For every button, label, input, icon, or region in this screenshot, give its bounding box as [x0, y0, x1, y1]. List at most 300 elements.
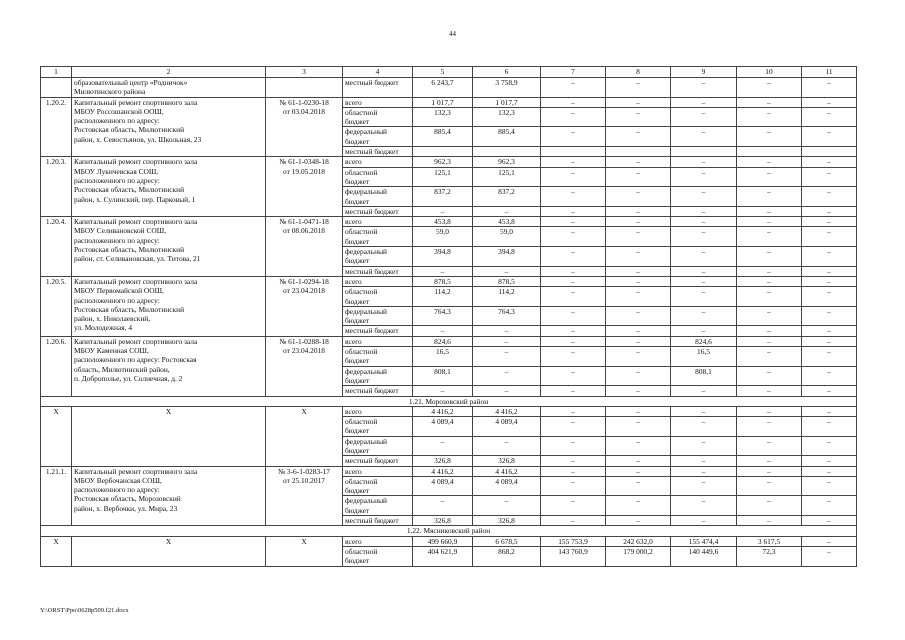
amount-cell: [802, 147, 857, 157]
amount-cell: 16,5: [413, 347, 473, 367]
permit-line: X: [301, 406, 307, 416]
amount-cell: –: [737, 496, 802, 516]
table-row: [41, 97, 857, 107]
amount-cell: –: [737, 476, 802, 496]
amount-cell: –: [671, 456, 737, 466]
funding-source-line: областной: [345, 417, 378, 427]
amount-cell: 837,2: [413, 187, 473, 207]
funding-source: [343, 406, 413, 416]
amount-cell: –: [802, 157, 857, 167]
amount-cell: 4 089,4: [413, 476, 473, 496]
funding-source-line: областной: [345, 167, 378, 177]
amount-cell: –: [737, 436, 802, 456]
amount-cell: –: [671, 157, 737, 167]
amount-cell: [671, 147, 737, 157]
funding-source-line: бюджет: [345, 486, 370, 496]
funding-source: [343, 167, 413, 187]
description-line: Капитальный ремонт спортивного зала: [74, 157, 198, 167]
amount-cell: 155 474,4: [671, 536, 737, 546]
page-number: 44: [449, 30, 456, 38]
amount-cell: –: [737, 366, 802, 386]
amount-cell: –: [606, 167, 671, 187]
amount-cell: 326,8: [473, 456, 541, 466]
amount-cell: –: [606, 217, 671, 227]
amount-cell: 4 416,2: [473, 466, 541, 476]
amount-cell: 878,5: [413, 276, 473, 286]
amount-cell: 1 017,7: [413, 97, 473, 107]
description-line: Ростовская область, Милютинский: [74, 125, 185, 135]
funding-source-line: всего: [345, 536, 362, 546]
amount-cell: –: [606, 97, 671, 107]
funding-source-line: бюджет: [345, 136, 370, 146]
section-row: [41, 396, 857, 406]
amount-cell: –: [737, 127, 802, 147]
amount-cell: –: [802, 436, 857, 456]
object-description: [72, 78, 266, 98]
amount-cell: 824,6: [671, 336, 737, 346]
amount-cell: –: [541, 266, 606, 276]
amount-cell: 4 089,4: [473, 476, 541, 496]
amount-cell: –: [541, 217, 606, 227]
amount-cell: –: [802, 227, 857, 247]
amount-cell: –: [606, 466, 671, 476]
item-number: 1.20.5.: [41, 276, 72, 336]
funding-source: [343, 217, 413, 227]
funding-source: [343, 107, 413, 127]
funding-source: [343, 147, 413, 157]
funding-source: [343, 546, 413, 566]
amount-cell: –: [671, 276, 737, 286]
amount-cell: –: [802, 536, 857, 546]
amount-cell: –: [737, 306, 802, 326]
amount-cell: –: [473, 326, 541, 336]
amount-cell: –: [737, 466, 802, 476]
description-line: район, х. Севостьянов, ул. Школьная, 23: [74, 134, 202, 144]
funding-source: [343, 516, 413, 526]
amount-cell: –: [671, 107, 737, 127]
description-line: Капитальный ремонт спортивного зала: [74, 336, 198, 346]
amount-cell: –: [802, 217, 857, 227]
amount-cell: –: [541, 206, 606, 216]
amount-cell: –: [541, 476, 606, 496]
funding-source: [343, 336, 413, 346]
description-line: район, х. Вербочки, ул. Мира, 23: [74, 503, 178, 513]
amount-cell: –: [541, 306, 606, 326]
permit-line: X: [301, 536, 307, 546]
amount-cell: –: [606, 326, 671, 336]
amount-cell: 3 617,5: [737, 536, 802, 546]
amount-cell: 6 678,5: [473, 536, 541, 546]
description-line: МБОУ Россошанской ООШ,: [74, 106, 164, 116]
amount-cell: –: [541, 326, 606, 336]
amount-cell: –: [541, 436, 606, 456]
description-line: Капитальный ремонт спортивного зала: [74, 97, 198, 107]
amount-cell: –: [541, 466, 606, 476]
amount-cell: –: [802, 347, 857, 367]
amount-cell: –: [606, 476, 671, 496]
funding-source-line: федеральный: [345, 127, 387, 137]
amount-cell: 132,3: [413, 107, 473, 127]
amount-cell: –: [541, 247, 606, 267]
permit-line: № 61-1-0288-18: [279, 336, 329, 346]
amount-cell: –: [413, 496, 473, 516]
amount-cell: 4 416,2: [413, 466, 473, 476]
amount-cell: –: [541, 127, 606, 147]
amount-cell: 764,3: [413, 306, 473, 326]
amount-cell: 72,3: [737, 546, 802, 566]
amount-cell: 962,3: [473, 157, 541, 167]
amount-cell: –: [541, 276, 606, 286]
amount-cell: –: [606, 157, 671, 167]
amount-cell: –: [413, 266, 473, 276]
amount-cell: 179 000,2: [606, 546, 671, 566]
amount-cell: 326,8: [473, 516, 541, 526]
funding-source: [343, 466, 413, 476]
amount-cell: [473, 147, 541, 157]
budget-table: [40, 66, 857, 567]
amount-cell: –: [671, 476, 737, 496]
description-line: МБОУ Первомайской ООШ,: [74, 286, 164, 296]
amount-cell: –: [671, 496, 737, 516]
amount-cell: –: [802, 496, 857, 516]
amount-cell: –: [802, 336, 857, 346]
amount-cell: –: [541, 157, 606, 167]
amount-cell: –: [473, 496, 541, 516]
description-line: расположенного по адресу: Ростовская: [74, 355, 197, 365]
amount-cell: 394,8: [473, 247, 541, 267]
amount-cell: –: [541, 347, 606, 367]
funding-source-line: местный бюджет: [345, 456, 399, 466]
amount-cell: –: [671, 217, 737, 227]
funding-source: [343, 347, 413, 367]
item-number: 1.20.6.: [41, 336, 72, 396]
funding-source-line: областной: [345, 347, 378, 357]
column-header: 6: [473, 67, 541, 78]
description-line: расположенного по адресу:: [74, 485, 160, 495]
amount-cell: –: [737, 247, 802, 267]
amount-cell: –: [802, 476, 857, 496]
permit-line: от 19.05.2018: [283, 166, 325, 176]
funding-source-line: местный бюджет: [345, 147, 399, 157]
amount-cell: –: [737, 326, 802, 336]
amount-cell: –: [737, 167, 802, 187]
amount-cell: –: [671, 466, 737, 476]
amount-cell: –: [802, 516, 857, 526]
amount-cell: –: [541, 496, 606, 516]
amount-cell: –: [802, 266, 857, 276]
object-description: [72, 406, 266, 466]
amount-cell: –: [606, 306, 671, 326]
funding-source-line: местный бюджет: [345, 326, 399, 336]
amount-cell: 764,3: [473, 306, 541, 326]
amount-cell: –: [802, 326, 857, 336]
amount-cell: [606, 147, 671, 157]
amount-cell: –: [606, 287, 671, 307]
amount-cell: [737, 147, 802, 157]
amount-cell: –: [413, 206, 473, 216]
amount-cell: –: [413, 436, 473, 456]
amount-cell: –: [671, 227, 737, 247]
funding-source: [343, 306, 413, 326]
amount-cell: –: [671, 247, 737, 267]
amount-cell: –: [413, 326, 473, 336]
funding-source-line: федеральный: [345, 366, 387, 376]
funding-source-line: бюджет: [345, 356, 370, 366]
funding-source-line: местный бюджет: [345, 516, 399, 526]
funding-source-line: областной: [345, 287, 378, 297]
header-row: [41, 67, 857, 78]
funding-source-line: всего: [345, 217, 362, 227]
table-row: [41, 157, 857, 167]
amount-cell: –: [606, 107, 671, 127]
amount-cell: –: [737, 266, 802, 276]
funding-source-line: областной: [345, 476, 378, 486]
permit-line: № 3-6-1-0283-17: [277, 466, 330, 476]
amount-cell: 499 660,9: [413, 536, 473, 546]
amount-cell: –: [606, 406, 671, 416]
description-line: X: [165, 536, 172, 546]
amount-cell: –: [671, 97, 737, 107]
funding-source-line: бюджет: [345, 196, 370, 206]
funding-source: [343, 456, 413, 466]
amount-cell: –: [737, 206, 802, 216]
permit-info: [266, 78, 343, 98]
amount-cell: –: [737, 217, 802, 227]
amount-cell: –: [802, 167, 857, 187]
description-line: образовательный центр «Родничок»: [74, 78, 188, 87]
description-line: Капитальный ремонт спортивного зала: [74, 217, 198, 227]
amount-cell: –: [606, 78, 671, 98]
amount-cell: 885,4: [413, 127, 473, 147]
amount-cell: 808,1: [413, 366, 473, 386]
amount-cell: –: [541, 167, 606, 187]
column-header: 3: [266, 67, 343, 78]
funding-source: [343, 266, 413, 276]
amount-cell: –: [737, 276, 802, 286]
funding-source: [343, 97, 413, 107]
amount-cell: –: [541, 227, 606, 247]
amount-cell: –: [541, 107, 606, 127]
description-line: МБОУ Вербочанская СОШ,: [74, 475, 162, 485]
funding-source-line: федеральный: [345, 306, 387, 316]
amount-cell: –: [413, 386, 473, 396]
amount-cell: 125,1: [473, 167, 541, 187]
amount-cell: 326,8: [413, 516, 473, 526]
amount-cell: 453,8: [473, 217, 541, 227]
amount-cell: 114,2: [473, 287, 541, 307]
permit-info: [266, 217, 343, 277]
funding-source-line: всего: [345, 466, 362, 476]
amount-cell: –: [541, 386, 606, 396]
amount-cell: –: [671, 167, 737, 187]
amount-cell: –: [671, 436, 737, 456]
funding-source-line: бюджет: [345, 236, 370, 246]
amount-cell: –: [737, 516, 802, 526]
amount-cell: –: [541, 187, 606, 207]
amount-cell: 326,8: [413, 456, 473, 466]
amount-cell: 16,5: [671, 347, 737, 367]
amount-cell: –: [671, 78, 737, 98]
funding-source-line: всего: [345, 276, 362, 286]
description-line: МБОУ Лукичевская СОШ,: [74, 166, 159, 176]
object-description: [72, 157, 266, 217]
permit-info: [266, 336, 343, 396]
description-line: Капитальный ремонт спортивного зала: [74, 466, 198, 476]
description-line: ул. Молодежная, 4: [74, 323, 133, 333]
amount-cell: –: [737, 227, 802, 247]
item-number: 1.20.4.: [41, 217, 72, 277]
description-line: расположенного по адресу:: [74, 175, 160, 185]
amount-cell: –: [671, 386, 737, 396]
permit-info: [266, 536, 343, 566]
amount-cell: –: [606, 276, 671, 286]
item-number: 1.20.3.: [41, 157, 72, 217]
amount-cell: –: [473, 206, 541, 216]
table-row: [41, 406, 857, 416]
section-title: 1.22. Мясниковский район: [41, 526, 857, 536]
amount-cell: –: [671, 406, 737, 416]
amount-cell: –: [737, 78, 802, 98]
amount-cell: –: [737, 187, 802, 207]
amount-cell: –: [737, 347, 802, 367]
amount-cell: –: [606, 496, 671, 516]
table-row: [41, 217, 857, 227]
amount-cell: 394,8: [413, 247, 473, 267]
object-description: [72, 217, 266, 277]
funding-source: [343, 366, 413, 386]
object-description: [72, 466, 266, 526]
column-header: 10: [737, 67, 802, 78]
amount-cell: 140 449,6: [671, 546, 737, 566]
item-number: 1.20.2.: [41, 97, 72, 157]
amount-cell: –: [802, 247, 857, 267]
funding-source: [343, 417, 413, 437]
funding-source-line: бюджет: [345, 296, 370, 306]
description-line: область, Милютинский район,: [74, 364, 170, 374]
description-line: Милютинского района: [74, 87, 146, 97]
amount-cell: 962,3: [413, 157, 473, 167]
amount-cell: –: [606, 417, 671, 437]
funding-source-line: бюджет: [345, 556, 370, 566]
amount-cell: –: [473, 336, 541, 346]
funding-source: [343, 496, 413, 516]
column-header: 11: [802, 67, 857, 78]
amount-cell: –: [802, 276, 857, 286]
amount-cell: –: [802, 107, 857, 127]
funding-source-line: бюджет: [345, 256, 370, 266]
section-row: [41, 526, 857, 536]
amount-cell: –: [802, 287, 857, 307]
description-line: район, х. Сулинский, пер. Парковый, 1: [74, 194, 196, 204]
funding-source: [343, 436, 413, 456]
amount-cell: –: [671, 206, 737, 216]
funding-source-line: местный бюджет: [345, 78, 399, 87]
table-row: [41, 78, 857, 98]
funding-source: [343, 206, 413, 216]
amount-cell: –: [671, 127, 737, 147]
amount-cell: 808,1: [671, 366, 737, 386]
amount-cell: –: [802, 386, 857, 396]
funding-source-line: бюджет: [345, 505, 370, 515]
description-line: п. Доброполье, ул. Солнечная, д. 2: [74, 373, 183, 383]
description-line: расположенного по адресу:: [74, 116, 160, 126]
object-description: [72, 336, 266, 396]
funding-source-line: федеральный: [345, 436, 387, 446]
amount-cell: –: [737, 406, 802, 416]
funding-source: [343, 536, 413, 546]
funding-source-line: областной: [345, 227, 378, 237]
amount-cell: –: [671, 287, 737, 307]
amount-cell: –: [541, 287, 606, 307]
funding-source-line: всего: [345, 336, 362, 346]
amount-cell: 4 416,2: [473, 406, 541, 416]
amount-cell: –: [737, 107, 802, 127]
amount-cell: 837,2: [473, 187, 541, 207]
amount-cell: 4 416,2: [413, 406, 473, 416]
funding-source: [343, 476, 413, 496]
amount-cell: –: [737, 417, 802, 437]
amount-cell: 453,8: [413, 217, 473, 227]
amount-cell: –: [737, 456, 802, 466]
amount-cell: –: [737, 386, 802, 396]
amount-cell: –: [606, 436, 671, 456]
funding-source: [343, 386, 413, 396]
description-line: расположенного по адресу:: [74, 235, 160, 245]
amount-cell: –: [802, 187, 857, 207]
object-description: [72, 97, 266, 157]
amount-cell: 59,0: [413, 227, 473, 247]
amount-cell: –: [606, 336, 671, 346]
funding-source-line: бюджет: [345, 445, 370, 455]
funding-source: [343, 127, 413, 147]
funding-source: [343, 276, 413, 286]
amount-cell: –: [473, 347, 541, 367]
funding-source-line: бюджет: [345, 117, 370, 127]
amount-cell: –: [606, 247, 671, 267]
amount-cell: –: [802, 406, 857, 416]
description-line: Капитальный ремонт спортивного зала: [74, 276, 198, 286]
amount-cell: –: [606, 206, 671, 216]
amount-cell: –: [737, 287, 802, 307]
amount-cell: –: [541, 456, 606, 466]
amount-cell: 824,6: [413, 336, 473, 346]
amount-cell: 1 017,7: [473, 97, 541, 107]
description-line: район, ст. Селивановская, ул. Титова, 21: [74, 254, 201, 264]
funding-source-line: всего: [345, 406, 362, 416]
amount-cell: –: [541, 417, 606, 437]
amount-cell: –: [606, 386, 671, 396]
description-line: Ростовская область, Милютинский: [74, 304, 185, 314]
amount-cell: –: [802, 366, 857, 386]
funding-source: [343, 187, 413, 207]
column-header: 9: [671, 67, 737, 78]
amount-cell: –: [606, 516, 671, 526]
amount-cell: –: [606, 266, 671, 276]
amount-cell: –: [802, 97, 857, 107]
object-description: [72, 276, 266, 336]
amount-cell: 125,1: [413, 167, 473, 187]
funding-source-line: местный бюджет: [345, 266, 399, 276]
amount-cell: [413, 147, 473, 157]
amount-cell: –: [802, 546, 857, 566]
funding-source-line: местный бюджет: [345, 386, 399, 396]
amount-cell: –: [473, 366, 541, 386]
amount-cell: 6 243,7: [413, 78, 473, 98]
amount-cell: –: [606, 347, 671, 367]
amount-cell: –: [473, 386, 541, 396]
amount-cell: 404 621,9: [413, 546, 473, 566]
funding-source-line: областной: [345, 546, 378, 556]
